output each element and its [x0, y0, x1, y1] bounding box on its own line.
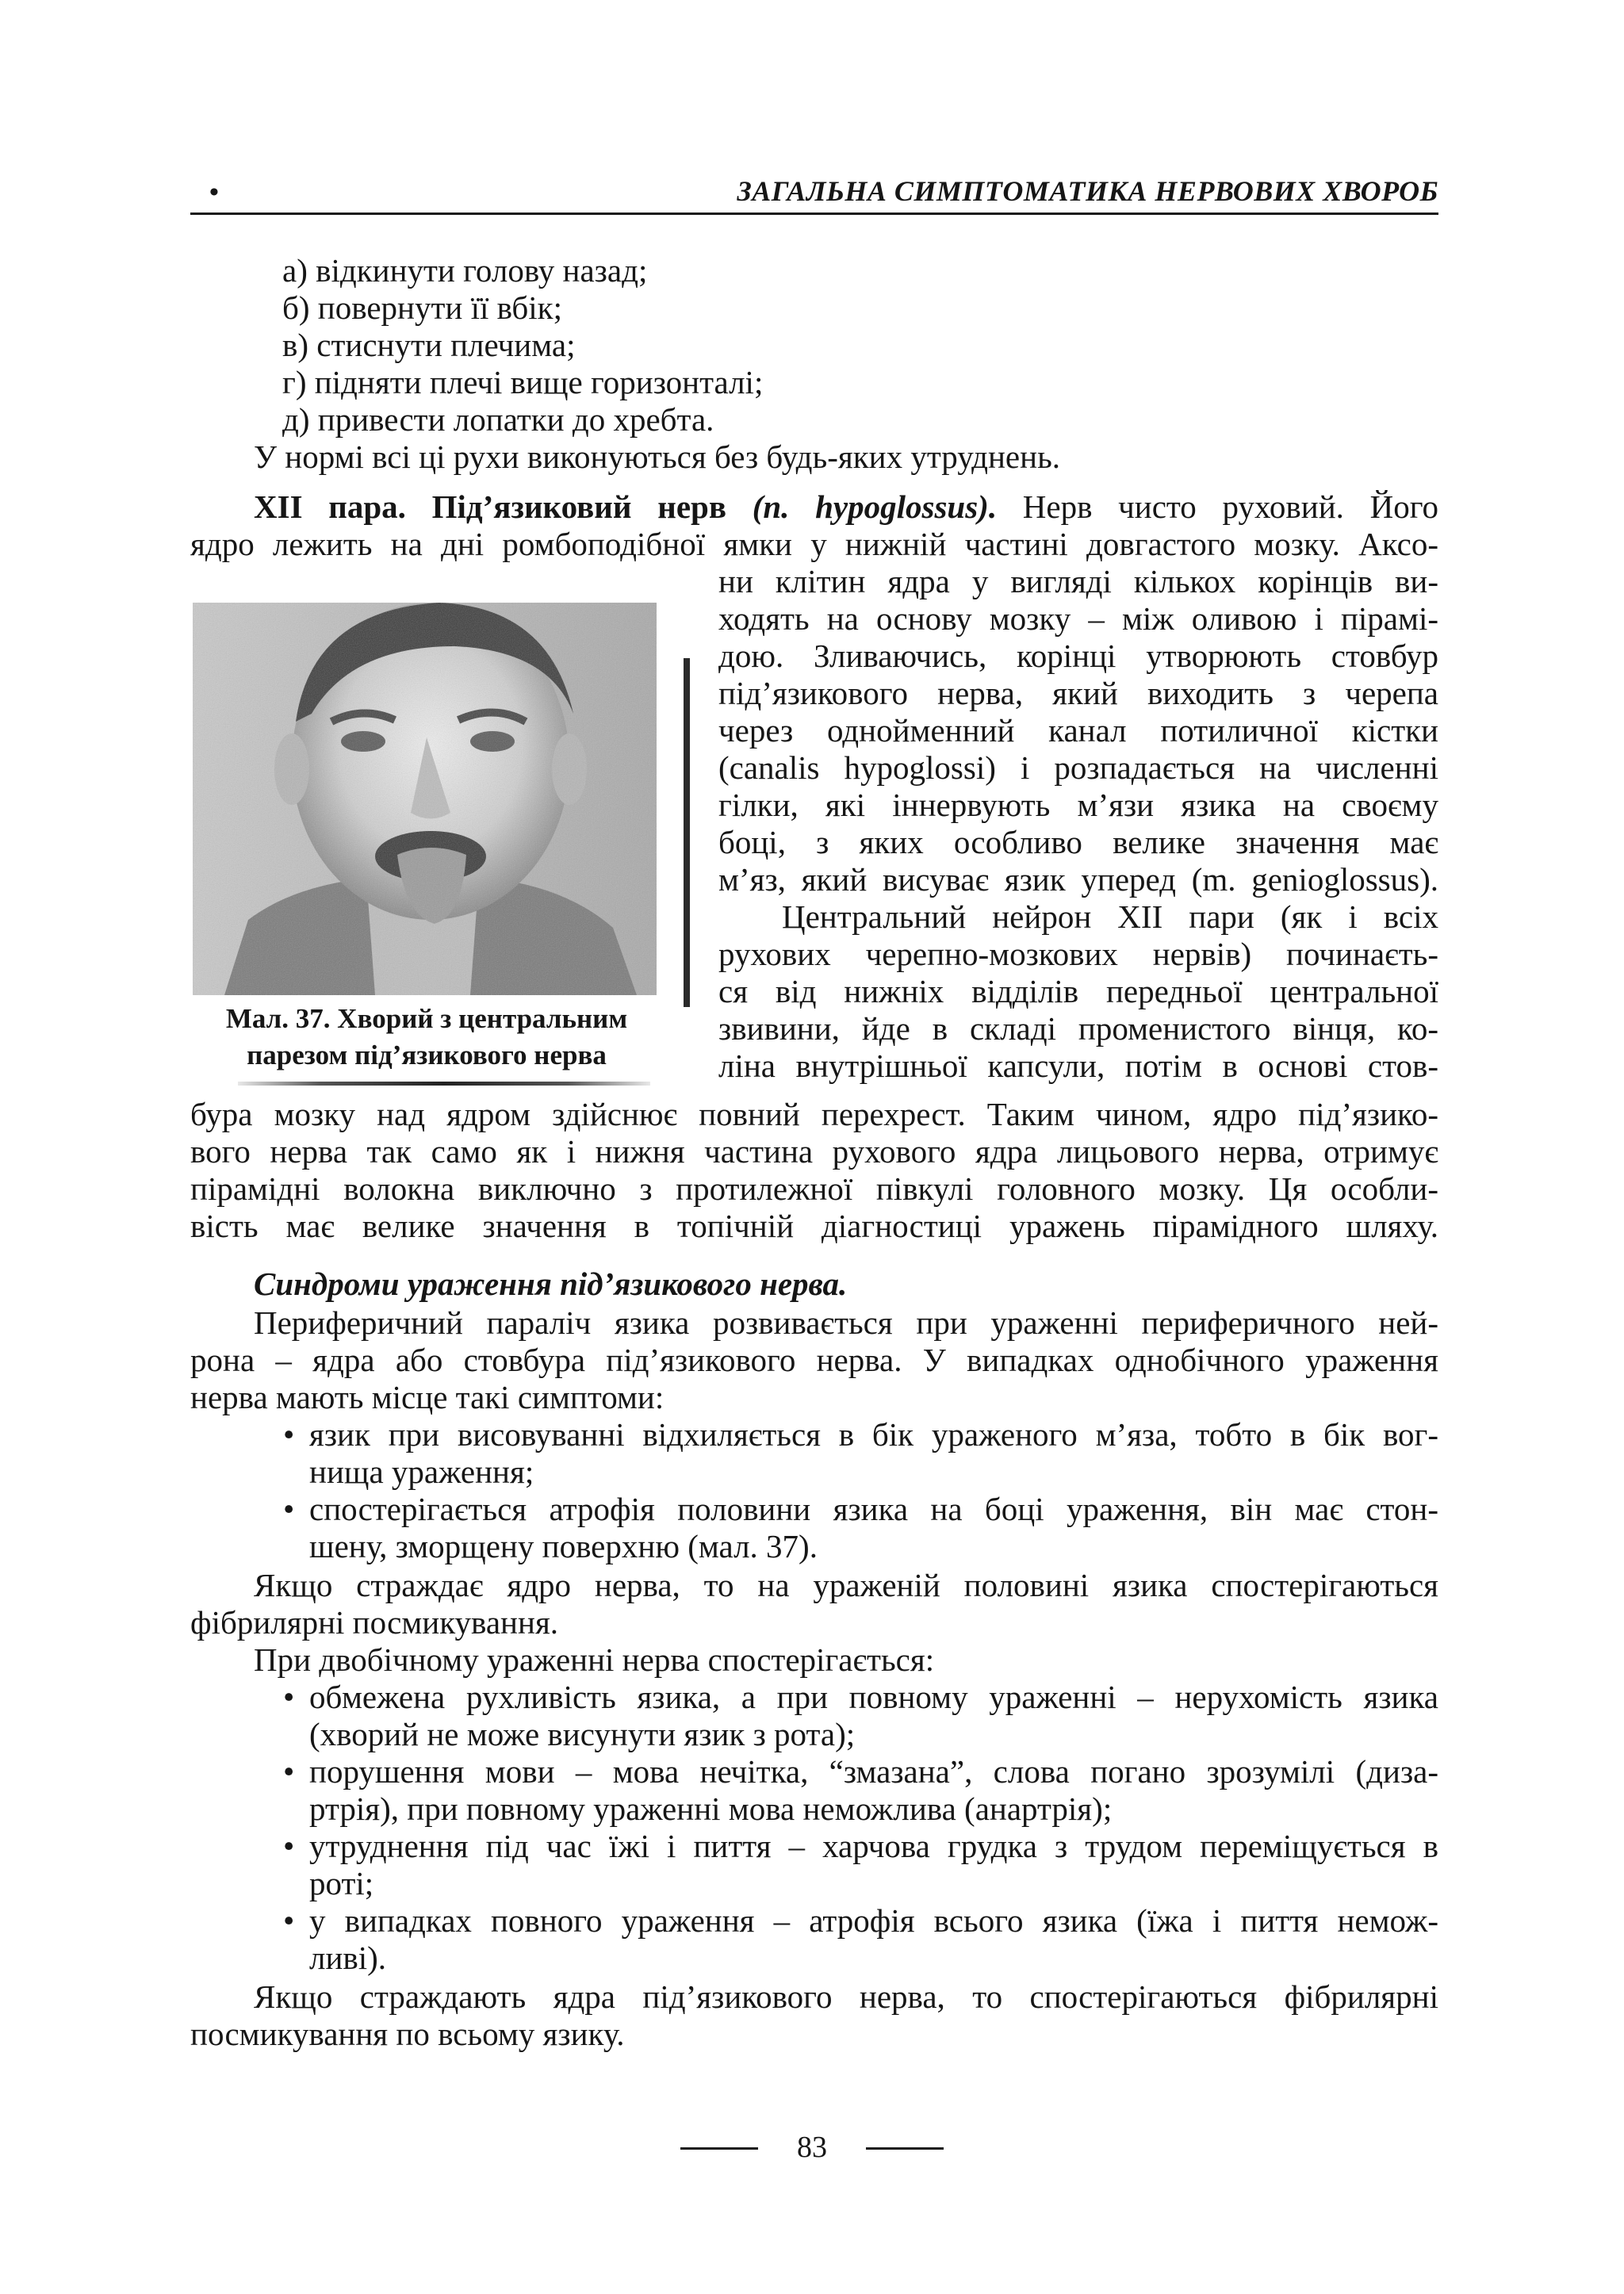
text-line: у випадках повного ураження – атрофія всього язика (їжа і пиття немож- [309, 1902, 1438, 1939]
text-line: (canalis hypoglossi) і розпадається на численні [718, 749, 1438, 786]
paragraph-peripheral [190, 1304, 1438, 1416]
paragraph-nucleus [190, 1567, 1438, 1641]
text-line: рухових черепно-мозкових нервів) починаєть- [718, 936, 1438, 972]
bullet-symbol: • [283, 1828, 295, 1864]
text-line: дою. Зливаючись, корінці утворюють стовбур [718, 638, 1438, 674]
list-item: г) підняти плечі вище горизонталі; [282, 364, 764, 400]
bullet-item [309, 1491, 1438, 1565]
text-line: (хворий не може висунути язик з рота); [309, 1716, 856, 1752]
text-line: Периферичний параліч язика розвивається при ураженні периферичного ней- [254, 1304, 1438, 1341]
movement-list [282, 252, 763, 439]
section-heading-title: XII пара. Під’язиковий нерв [254, 488, 726, 525]
bullet-item [309, 1416, 1438, 1491]
section-heading-latin: (n. hypoglossus). [752, 488, 998, 525]
text-line: нерва мають місце такі симптоми: [190, 1379, 665, 1415]
paragraph-bilateral [254, 1641, 934, 1679]
text-line: обмежена рухливість язика, а при повному ураженні – нерухомість язика [309, 1679, 1438, 1715]
header-rule [190, 213, 1438, 215]
text-line: під’язикового нерва, який виходить з черепа [718, 675, 1438, 711]
footer-dash-left [680, 2147, 758, 2150]
text-line: утруднення під час їжі і пиття – харчова грудка з трудом переміщується в [309, 1828, 1438, 1864]
text-line: пірамідні волокна виключно з протилежної півкулі головного мозку. Ця особли- [190, 1170, 1438, 1207]
patient-photo-illustration [193, 603, 657, 995]
text-line: шену, зморщену поверхню (мал. 37). [309, 1528, 818, 1564]
text-line: нища ураження; [309, 1453, 534, 1490]
list-item: б) повернути її вбік; [282, 289, 562, 326]
page-number: 83 [797, 2131, 827, 2164]
norm-paragraph [254, 439, 1060, 476]
running-head-title: ЗАГАЛЬНА СИМПТОМАТИКА НЕРВОВИХ ХВОРОБ [737, 175, 1438, 207]
bullet-item [309, 1753, 1438, 1828]
text-line: При двобічному ураженні нерва спостерігається: [254, 1641, 935, 1678]
syndromes-heading [254, 1266, 847, 1303]
text-line: ядро лежить на дні ромбоподібної ямки у нижній частині довгастого мозку. Аксо- [190, 526, 1438, 562]
paragraph-full-1 [190, 526, 1438, 563]
norm-line: У нормі всі ці рухи виконуються без будь-яких утруднень. [254, 439, 1061, 475]
bullet-symbol: • [283, 1902, 295, 1939]
text-line: ліна внутрішньої капсули, потім в основі стов- [718, 1047, 1438, 1084]
text-line: фібрилярні посмикування. [190, 1604, 559, 1641]
heading-line [254, 488, 1438, 526]
section-heading-line [254, 488, 1438, 526]
bullet-item [309, 1679, 1438, 1753]
list-item: в) стиснути плечима; [282, 327, 576, 363]
section-heading-rest: Нерв чисто руховий. Його [1022, 488, 1439, 525]
text-line: ходять на основу мозку – між оливою і пірамі- [718, 600, 1438, 637]
text-line: ливі). [309, 1940, 387, 1976]
running-head-dot: • [209, 178, 219, 207]
bullet-item [309, 1828, 1438, 1902]
paragraph-full-2 [190, 1096, 1438, 1245]
text-line: гілки, які іннервують м’язи язика на своєму [718, 787, 1438, 823]
running-head [190, 171, 1438, 213]
text-line: рона – ядра або стовбура під’язикового нерва. У випадках однобічного ураження [190, 1342, 1438, 1378]
text-line: Якщо страждають ядра під’язикового нерва, то спостерігаються фібрилярні [254, 1978, 1438, 2015]
caption-line-1: Мал. 37. Хворий з центральним [225, 1003, 628, 1034]
patient-photo [193, 603, 657, 995]
text-line: порушення мови – мова нечітка, “змазана”, слова погано зрозумілі (диза- [309, 1753, 1438, 1790]
text-line: посмикування по всьому язику. [190, 2016, 625, 2052]
paragraph-final [190, 1978, 1438, 2053]
text-line: ртрія), при повному ураженні мова неможлива (анартрія); [309, 1790, 1113, 1827]
text-line: спостерігається атрофія половини язика на боці ураження, він має стон- [309, 1491, 1438, 1527]
figure-edge-line [684, 658, 690, 1007]
footer-dash-right [866, 2147, 944, 2150]
text-line: Якщо страждає ядро нерва, то на ураженій половині язика спостерігаються [254, 1567, 1438, 1603]
text-line: вість має велике значення в топічній діагностиці уражень пірамідного шляху. [190, 1208, 1438, 1244]
text-line: вого нерва так само як і нижня частина рухового ядра лицьового нерва, отримує [190, 1133, 1438, 1170]
caption-rule [238, 1082, 650, 1086]
syndromes-heading-text: Синдроми ураження під’язикового нерва. [254, 1266, 848, 1302]
text-line: боці, з яких особливо велике значення має [718, 824, 1438, 860]
paragraph-right-column [718, 563, 1438, 1085]
text-line: ся від нижніх відділів передньої центральної [718, 973, 1438, 1009]
text-line: роті; [309, 1865, 374, 1901]
list-item: д) привести лопатки до хребта. [282, 401, 714, 438]
text-line: через однойменний канал потиличної кістки [718, 712, 1438, 749]
text-line: м’яз, який висуває язик уперед (m. genioglossus). [718, 861, 1438, 898]
bullet-symbol: • [283, 1679, 295, 1715]
text-line: звивини, йде в складі променистого вінця, ко- [718, 1010, 1438, 1047]
bullet-symbol: • [283, 1416, 295, 1453]
bullet-item [309, 1902, 1438, 1977]
bullet-symbol: • [283, 1753, 295, 1790]
list-item: а) відкинути голову назад; [282, 252, 648, 289]
text-line: язик при висовуванні відхиляється в бік ураженого м’яза, тобто в бік вог- [309, 1416, 1438, 1453]
figure-caption [193, 1001, 661, 1074]
text-line: ни клітин ядра у вигляді кількох корінців ви- [718, 563, 1438, 599]
caption-line-2: парезом під’язикового нерва [247, 1040, 607, 1070]
bullet-symbol: • [283, 1491, 295, 1527]
text-line: Центральний нейрон XII пари (як і всіх [782, 898, 1438, 935]
text-line: бура мозку над ядром здійснює повний перехрест. Таким чином, ядро під’язико- [190, 1096, 1438, 1132]
